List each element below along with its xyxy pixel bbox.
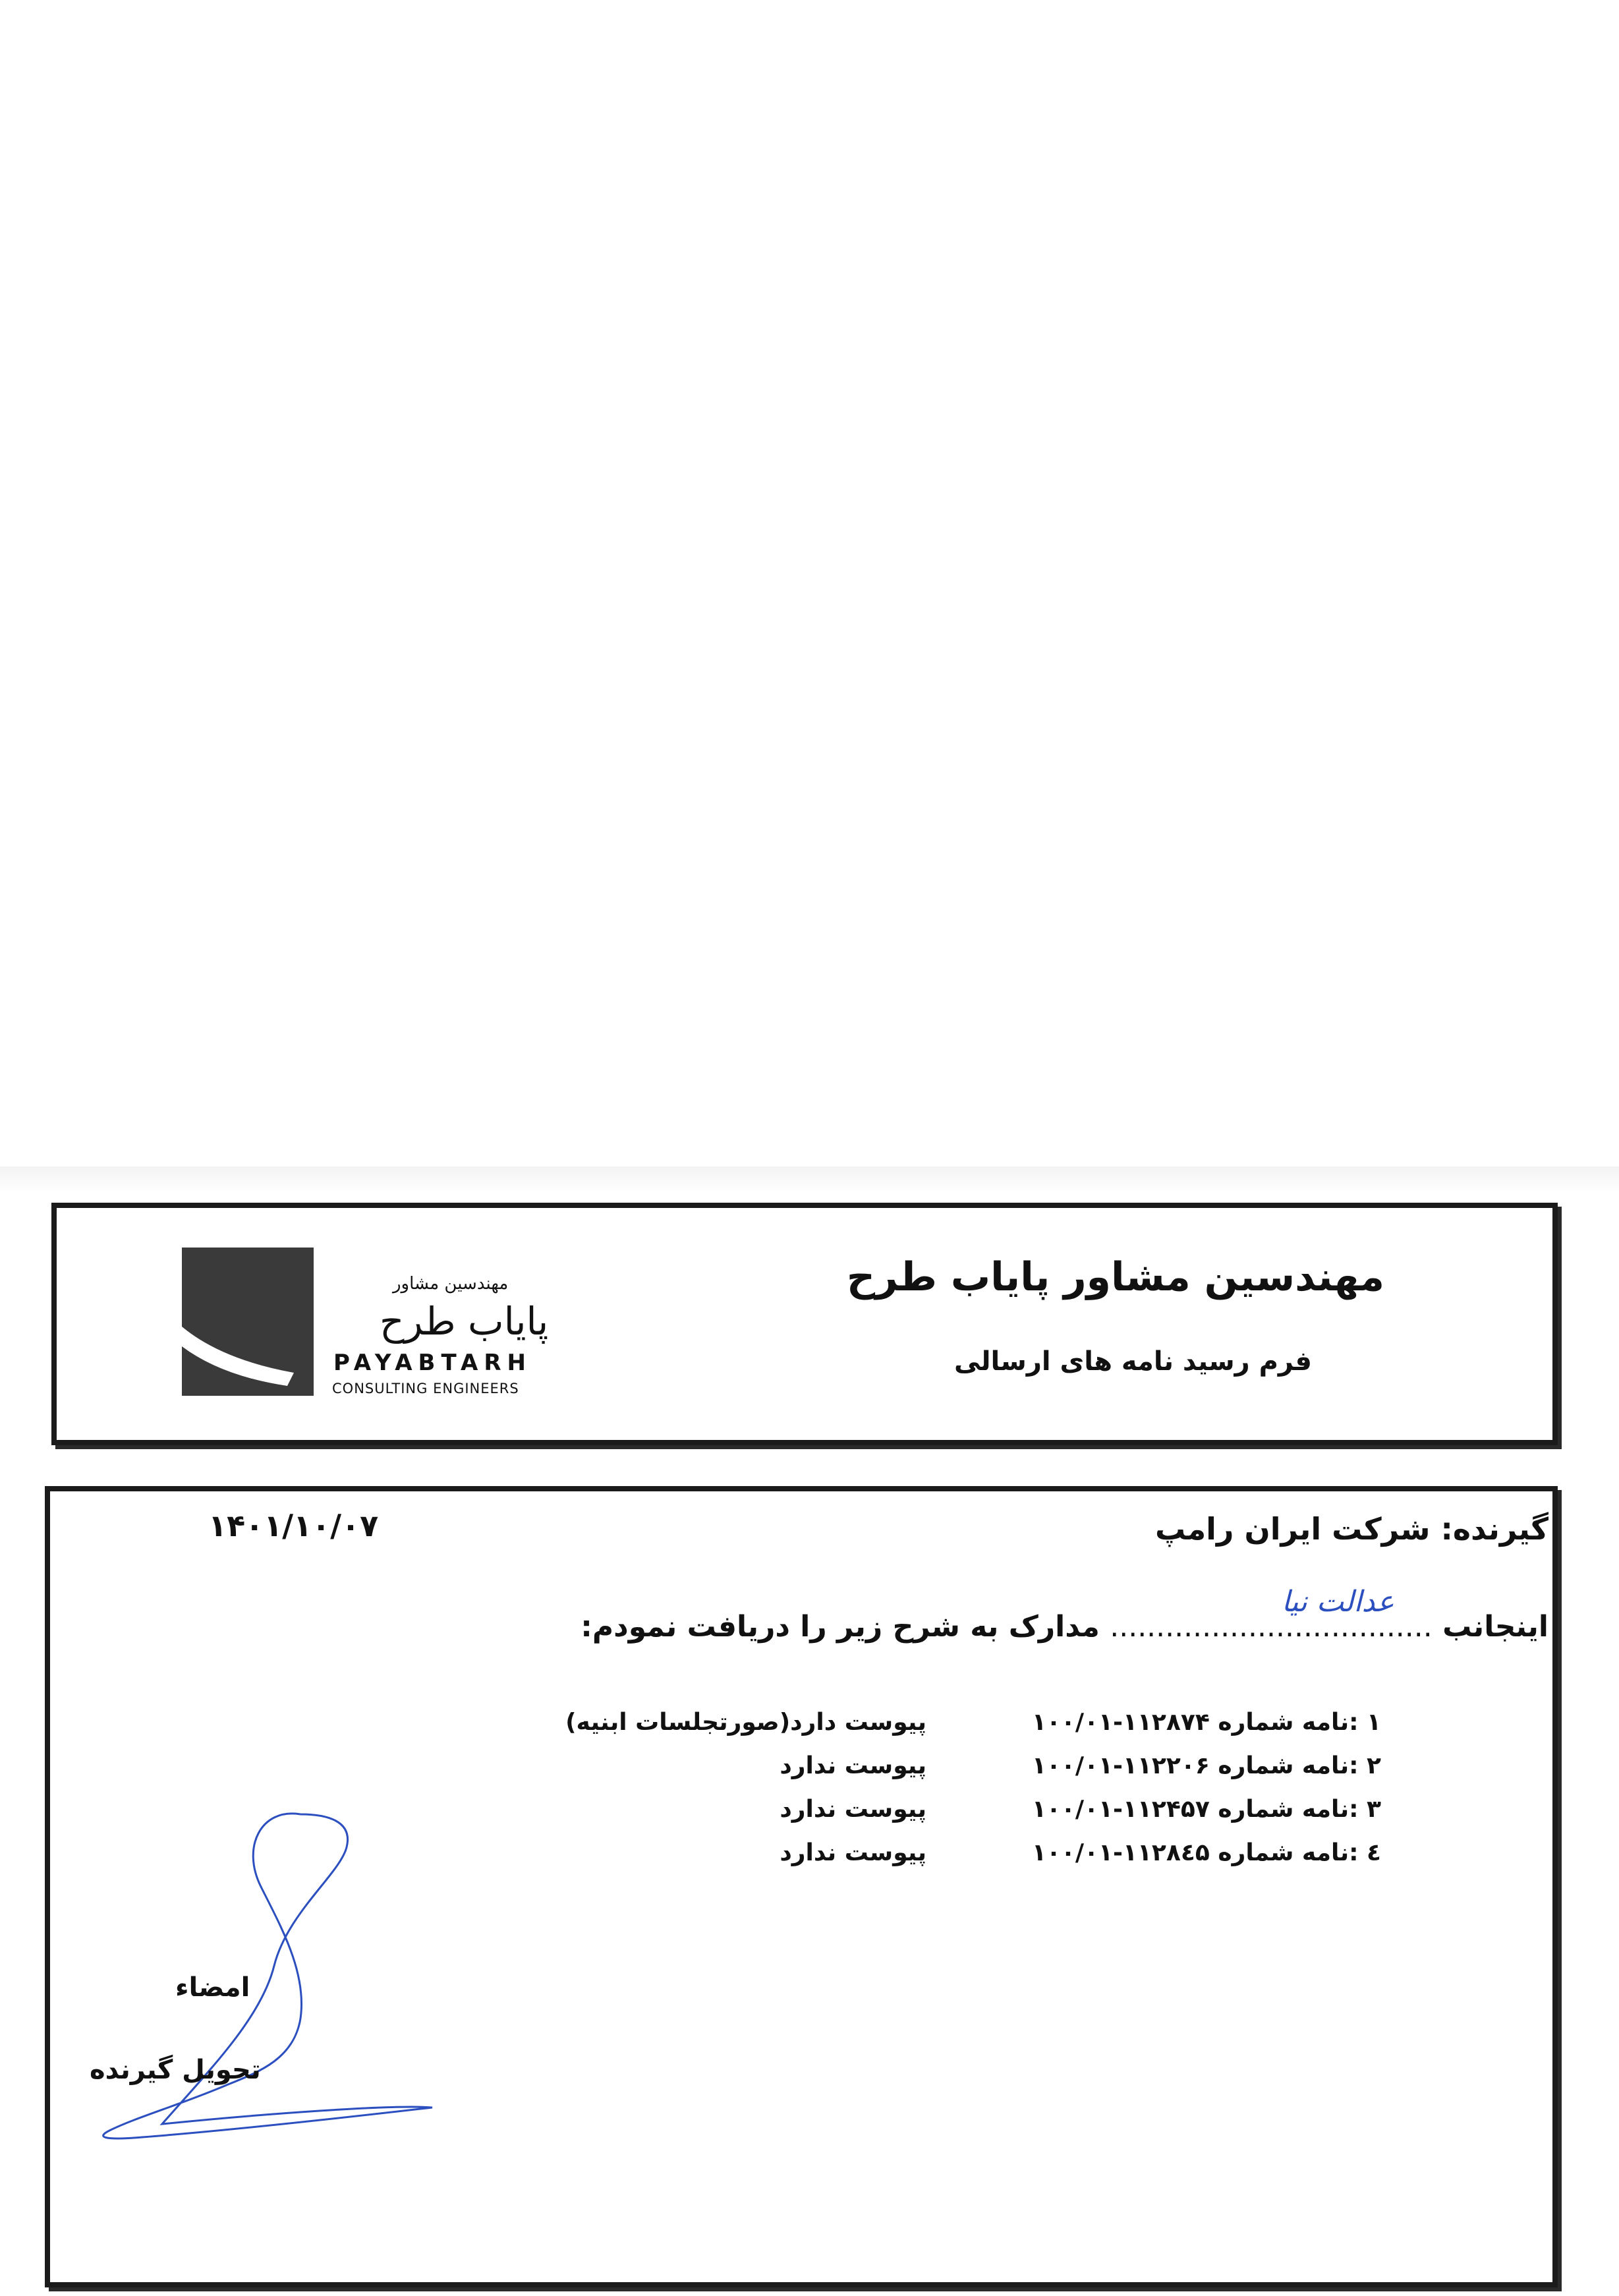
logo-en-sub: CONSULTING ENGINEERS (332, 1381, 519, 1396)
attachment-note: پیوست ندارد (780, 1752, 926, 1779)
receipt-line (581, 1610, 1548, 1644)
list-item (393, 1796, 1381, 1839)
header-box (51, 1203, 1558, 1445)
attachment-note: پیوست ندارد (780, 1839, 926, 1866)
handwritten-name: عدالت نیا (1281, 1585, 1394, 1619)
logo-fa-big: پایاب طرح (380, 1299, 549, 1344)
letter-label: ۲ :نامه شماره ۱۱۲۲۰۶-۱۰۰/۰۱ (1032, 1752, 1381, 1779)
list-item (393, 1752, 1381, 1796)
signature-scribble (63, 1808, 459, 2150)
attachment-note: پیوست دارد(صورتجلسات ابنیه) (565, 1709, 926, 1736)
recipient: گیرنده: شرکت ایران رامپ (1155, 1511, 1548, 1547)
list-item (393, 1839, 1381, 1883)
logo-en: PAYABTARH (333, 1350, 532, 1376)
page-title: مهندسین مشاور پایاب طرح (846, 1254, 1384, 1300)
form-subtitle: فرم رسید نامه های ارسالی (954, 1346, 1312, 1377)
attachment-note: پیوست ندارد (780, 1796, 926, 1823)
letter-label: ۱ :نامه شماره ۱۱۲۸۷۴-۱۰۰/۰۱ (1032, 1709, 1381, 1736)
receipt-suffix: مدارک به شرح زیر را دریافت نمودم: (581, 1610, 1100, 1644)
logo-fa-small: مهندسین مشاور (393, 1274, 509, 1294)
deliver-label: تحویل گیرنده (90, 2055, 261, 2085)
letter-label: ۳ :نامه شماره ۱۱۲۴۵۷-۱۰۰/۰۱ (1032, 1796, 1381, 1823)
sign-label: امضاء (175, 1972, 250, 2003)
list-item (393, 1709, 1381, 1752)
body-box (45, 1486, 1558, 2287)
letter-label: ٤ :نامه شماره ۱۱۲۸٤۵-۱۰۰/۰۱ (1032, 1839, 1381, 1866)
date: ۱۴۰۱/۱۰/۰۷ (208, 1508, 379, 1543)
receipt-prefix: اینجانب (1442, 1610, 1548, 1644)
receipt-dots: ................................... (1110, 1610, 1433, 1644)
letter-list (393, 1709, 1381, 1883)
logo-mark (182, 1248, 314, 1396)
scan-edge (0, 1166, 1619, 1193)
